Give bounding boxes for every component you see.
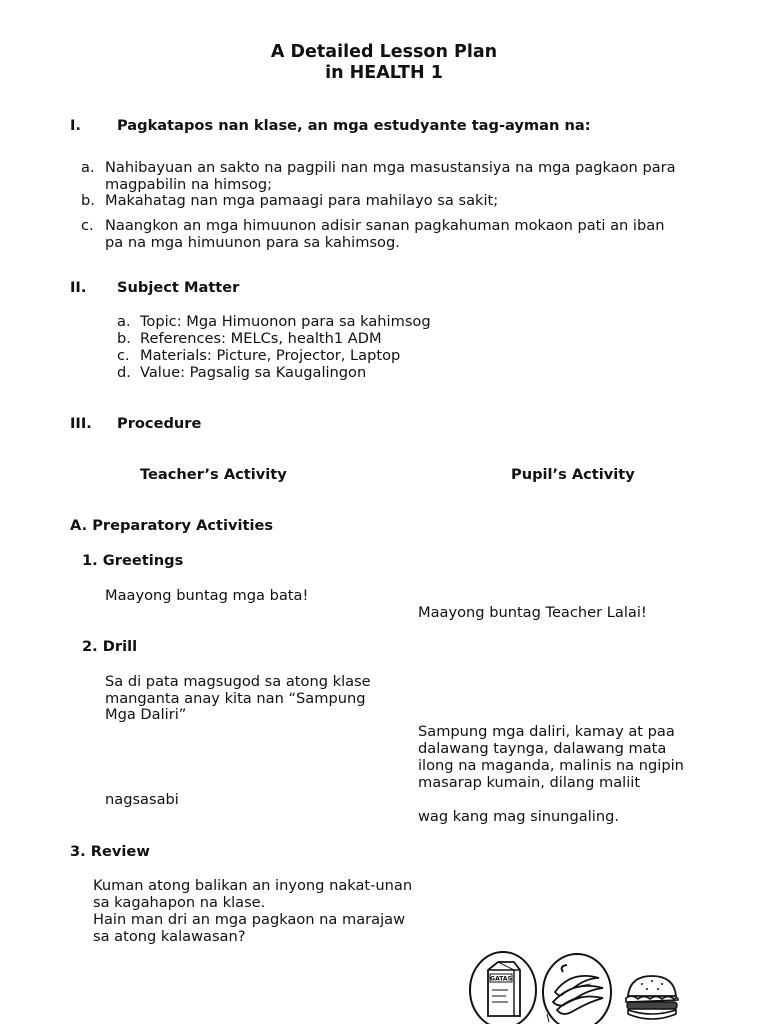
drill-heading: 2. Drill xyxy=(82,638,138,655)
carton-label: GATAS xyxy=(490,975,512,983)
greetings-teacher-line: Maayong buntag mga bata! xyxy=(105,587,309,604)
drill-pupil-line: Sampung mga daliri, kamay at paa xyxy=(418,723,675,740)
objective-text: Nahibayuan an sakto na pagpili nan mga masustansiya na mga pagkaon para xyxy=(105,159,676,176)
milk-carton-icon xyxy=(468,950,538,1024)
review-teacher-line: Kuman atong balikan an inyong nakat-unan xyxy=(93,877,413,894)
subject-marker: d. xyxy=(117,364,131,381)
drill-teacher-line: Sa di pata magsugod sa atong klase xyxy=(105,673,371,690)
objective-text: Makahatag nan mga pamaagi para mahilayo sa sakit; xyxy=(105,192,499,209)
objective-marker: a. xyxy=(81,159,95,176)
objective-text-cont: magpabilin na himsog; xyxy=(105,176,273,193)
objective-text: Naangkon an mga himuunon adisir sanan pagkahuman mokaon pati an iban xyxy=(105,217,665,234)
review-teacher-line: Hain man dri an mga pagkaon na marajaw xyxy=(93,911,406,928)
drill-teacher-tail: nagsasabi xyxy=(105,791,179,808)
drill-teacher-line: Mga Daliri” xyxy=(105,706,187,723)
drill-pupil-line: ilong na maganda, malinis na ngipin xyxy=(418,757,684,774)
section-numeral-subject: II. xyxy=(70,279,87,296)
subject-item: Topic: Mga Himuonon para sa kahimsog xyxy=(140,313,431,330)
subject-item: Value: Pagsalig sa Kaugalingon xyxy=(140,364,367,381)
drill-pupil-line: dalawang taynga, dalawang mata xyxy=(418,740,667,757)
document-title: A Detailed Lesson Plan xyxy=(270,42,498,62)
drill-teacher-line: manganta anay kita nan “Sampung xyxy=(105,690,366,707)
section-heading-subject: Subject Matter xyxy=(117,279,240,296)
objective-text-cont: pa na mga himuunon para sa kahimsog. xyxy=(105,234,400,251)
drill-pupil-line: masarap kumain, dilang maliit xyxy=(418,774,641,791)
document-subtitle: in HEALTH 1 xyxy=(325,63,443,83)
review-teacher-line: sa kagahapon na klase. xyxy=(93,894,266,911)
objective-marker: c. xyxy=(81,217,94,234)
section-heading-procedure: Procedure xyxy=(117,415,202,432)
subject-marker: c. xyxy=(117,347,130,364)
greetings-heading: 1. Greetings xyxy=(82,552,184,569)
section-heading-objectives: Pagkatapos nan klase, an mga estudyante tag-ayman na: xyxy=(117,117,591,134)
objective-marker: b. xyxy=(81,192,95,209)
greetings-pupil-line: Maayong buntag Teacher Lalai! xyxy=(418,604,647,621)
preparatory-activities-heading: A. Preparatory Activities xyxy=(70,517,274,534)
subject-item: Materials: Picture, Projector, Laptop xyxy=(140,347,401,364)
burger-icon xyxy=(622,972,682,1024)
section-numeral-objectives: I. xyxy=(70,117,81,134)
subject-item: References: MELCs, health1 ADM xyxy=(140,330,382,347)
subject-marker: a. xyxy=(117,313,131,330)
section-numeral-procedure: III. xyxy=(70,415,92,432)
review-heading: 3. Review xyxy=(70,843,150,860)
drill-pupil-tail: wag kang mag sinungaling. xyxy=(418,808,620,825)
subject-marker: b. xyxy=(117,330,131,347)
pupil-activity-column-header: Pupil’s Activity xyxy=(511,466,635,483)
teacher-activity-column-header: Teacher’s Activity xyxy=(140,466,287,483)
review-teacher-line: sa atong kalawasan? xyxy=(93,928,246,945)
bananas-icon xyxy=(541,952,613,1024)
